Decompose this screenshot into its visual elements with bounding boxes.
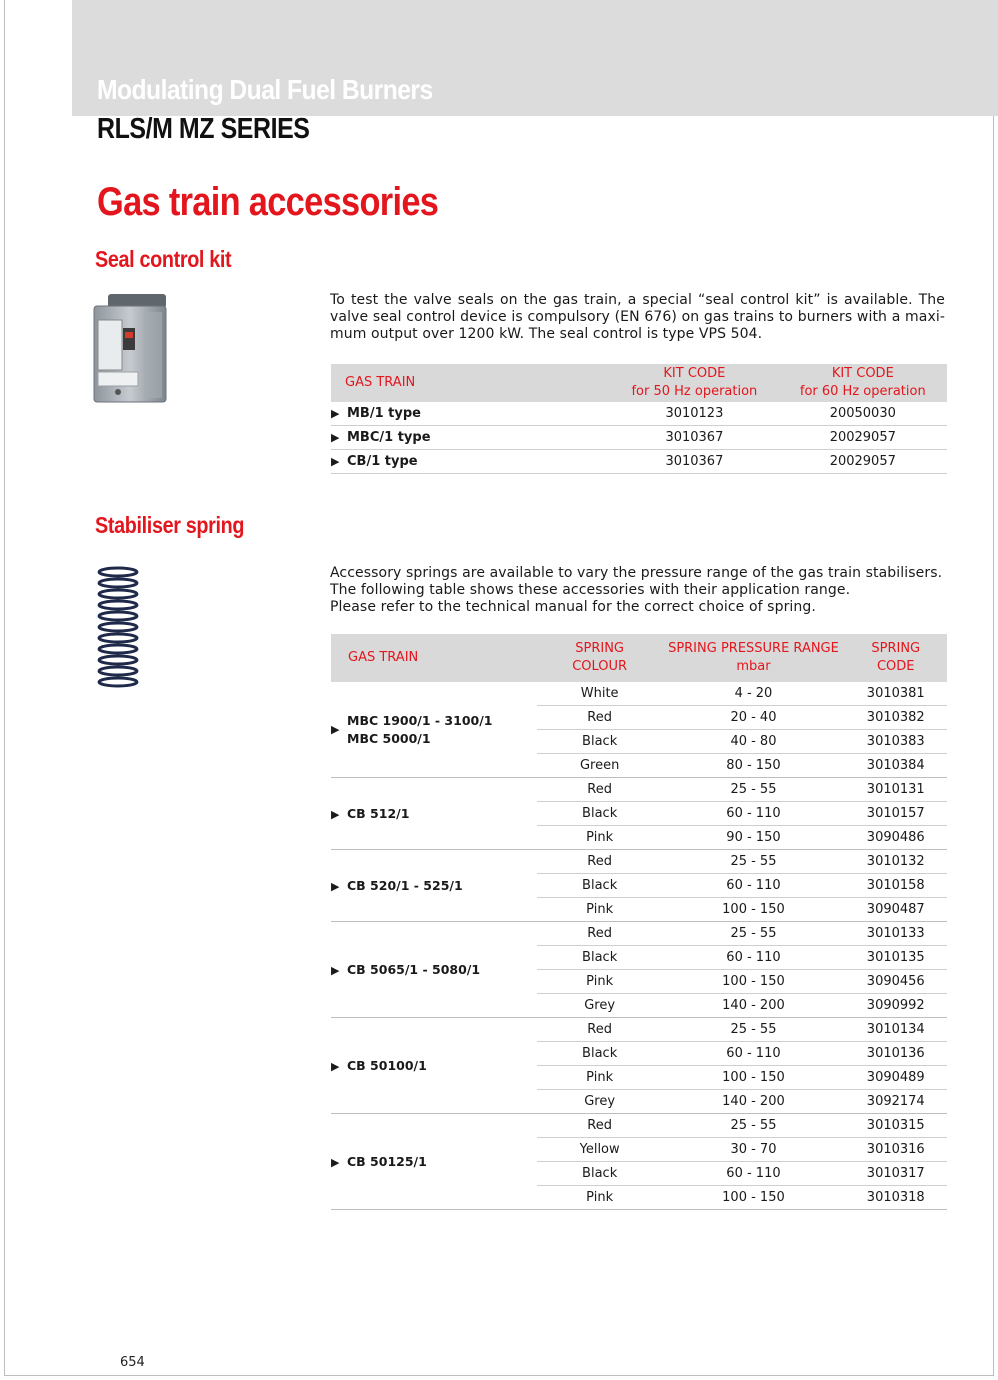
spring-code: 3010383 xyxy=(845,730,948,754)
pressure-range: 60 - 110 xyxy=(662,1162,844,1186)
spring-code: 3010382 xyxy=(845,706,948,730)
range-line2: mbar xyxy=(736,659,771,674)
spring-code: 3010135 xyxy=(845,946,948,970)
triangle-right-icon: ▶ xyxy=(331,431,340,444)
spring-colour: Green xyxy=(537,754,663,778)
kit-60-line2: for 60 Hz operation xyxy=(799,384,926,399)
series-title: RLS/M MZ SERIES xyxy=(97,113,310,145)
spring-code: 3010132 xyxy=(845,850,948,874)
gas-train-name: MBC 1900/1 - 3100/1 xyxy=(347,712,493,728)
gas-train-group xyxy=(331,778,537,850)
spring-code: 3010131 xyxy=(845,778,948,802)
page-title: Gas train accessories xyxy=(97,180,439,224)
kit-code-60: 20029057 xyxy=(779,426,947,450)
triangle-right-icon: ▶ xyxy=(331,880,340,893)
spring-colour: Black xyxy=(537,1042,663,1066)
spring-code: 3010315 xyxy=(845,1114,948,1138)
spring-code: 3092174 xyxy=(845,1090,948,1114)
col-gas-train: GAS TRAIN xyxy=(331,634,537,682)
gas-train-name: CB 512/1 xyxy=(347,806,410,821)
spring-colour: Red xyxy=(537,1114,663,1138)
gas-train-name: CB 5065/1 - 5080/1 xyxy=(347,962,481,977)
triangle-right-icon: ▶ xyxy=(331,455,340,468)
spring-colour: Pink xyxy=(537,1066,663,1090)
spring-code: 3010381 xyxy=(845,682,948,706)
spring-colour: White xyxy=(537,682,663,706)
spring-code: 3090456 xyxy=(845,970,948,994)
spring-colour: Black xyxy=(537,874,663,898)
pressure-range: 40 - 80 xyxy=(662,730,844,754)
gas-train-name: CB 50100/1 xyxy=(347,1058,427,1073)
col-kit-code-60 xyxy=(779,364,947,402)
kit-code-60: 20050030 xyxy=(779,402,947,426)
gas-train-group xyxy=(331,850,537,922)
range-line1: SPRING PRESSURE RANGE xyxy=(668,641,839,656)
colour-line1: SPRING xyxy=(575,641,625,656)
pressure-range: 25 - 55 xyxy=(662,778,844,802)
triangle-right-icon: ▶ xyxy=(331,723,340,736)
coil-spring-icon xyxy=(96,566,140,690)
triangle-right-icon: ▶ xyxy=(331,964,340,977)
spring-colour: Grey xyxy=(537,994,663,1018)
table-row xyxy=(331,778,947,802)
pressure-range: 140 - 200 xyxy=(662,994,844,1018)
seal-kit-description: To test the valve seals on the gas train, a special “seal control kit” is available. The valve seal control device is compulsory (EN 676) on gas trains to burners with a maxi-mum output over 1200 kW. The seal control is type VPS 504. xyxy=(330,292,945,342)
pressure-range: 25 - 55 xyxy=(662,850,844,874)
code-line2: CODE xyxy=(876,659,915,674)
gas-train-name: MBC 5000/1 xyxy=(347,730,431,746)
spring-code: 3090489 xyxy=(845,1066,948,1090)
pressure-range: 90 - 150 xyxy=(662,826,844,850)
spring-code: 3010157 xyxy=(845,802,948,826)
gas-train-group xyxy=(331,1114,537,1210)
kit-code-50: 3010367 xyxy=(610,426,778,450)
spring-colour: Pink xyxy=(537,898,663,922)
pressure-range: 60 - 110 xyxy=(662,946,844,970)
description-line: The following table shows these accessories with their application range. xyxy=(330,582,851,598)
spring-colour: Black xyxy=(537,730,663,754)
product-line-title: Modulating Dual Fuel Burners xyxy=(97,74,433,105)
pressure-range: 100 - 150 xyxy=(662,898,844,922)
col-gas-train: GAS TRAIN xyxy=(331,364,610,402)
spring-code: 3010134 xyxy=(845,1018,948,1042)
spring-colour: Black xyxy=(537,802,663,826)
pressure-range: 60 - 110 xyxy=(662,874,844,898)
spring-colour: Red xyxy=(537,706,663,730)
page-number: 654 xyxy=(120,1355,145,1370)
spring-colour: Pink xyxy=(537,826,663,850)
gas-train-name: MB/1 type xyxy=(347,406,421,421)
triangle-right-icon: ▶ xyxy=(331,1156,340,1169)
spring-code: 3010316 xyxy=(845,1138,948,1162)
spring-colour: Black xyxy=(537,1162,663,1186)
col-spring-colour xyxy=(537,634,663,682)
pressure-range: 100 - 150 xyxy=(662,1066,844,1090)
gas-train-group xyxy=(331,682,537,778)
colour-line2: COLOUR xyxy=(572,659,628,674)
table-row xyxy=(331,450,947,474)
table-row xyxy=(331,922,947,946)
gas-train-name: CB 50125/1 xyxy=(347,1154,427,1169)
spring-colour: Black xyxy=(537,946,663,970)
pressure-range: 25 - 55 xyxy=(662,1114,844,1138)
table-row xyxy=(331,682,947,706)
pressure-range: 25 - 55 xyxy=(662,1018,844,1042)
col-kit-code-50 xyxy=(610,364,778,402)
gas-train-name: CB 520/1 - 525/1 xyxy=(347,878,463,893)
stabiliser-heading: Stabiliser spring xyxy=(95,512,245,538)
spring-colour: Yellow xyxy=(537,1138,663,1162)
spring-colour: Red xyxy=(537,778,663,802)
stabiliser-description xyxy=(330,565,945,616)
seal-kit-heading: Seal control kit xyxy=(95,246,232,272)
seal-kit-table xyxy=(331,364,947,474)
spring-colour: Red xyxy=(537,1018,663,1042)
gas-train-name: CB/1 type xyxy=(347,454,418,469)
seal-kit-table-header xyxy=(331,364,947,402)
kit-50-line2: for 50 Hz operation xyxy=(631,384,758,399)
kit-60-line1: KIT CODE xyxy=(831,366,894,381)
triangle-right-icon: ▶ xyxy=(331,808,340,821)
spring-colour: Red xyxy=(537,922,663,946)
triangle-right-icon: ▶ xyxy=(331,407,340,420)
pressure-range: 80 - 150 xyxy=(662,754,844,778)
spring-code: 3010158 xyxy=(845,874,948,898)
table-row xyxy=(331,426,947,450)
kit-code-50: 3010123 xyxy=(610,402,778,426)
pressure-range: 4 - 20 xyxy=(662,682,844,706)
pressure-range: 30 - 70 xyxy=(662,1138,844,1162)
seal-control-device-icon xyxy=(92,292,172,404)
pressure-range: 20 - 40 xyxy=(662,706,844,730)
spring-code: 3010384 xyxy=(845,754,948,778)
kit-50-line1: KIT CODE xyxy=(663,366,726,381)
spring-colour: Red xyxy=(537,850,663,874)
spring-code: 3010318 xyxy=(845,1186,948,1210)
triangle-right-icon: ▶ xyxy=(331,1060,340,1073)
pressure-range: 140 - 200 xyxy=(662,1090,844,1114)
table-row xyxy=(331,1018,947,1042)
gas-train-name: MBC/1 type xyxy=(347,430,431,445)
col-pressure-range xyxy=(662,634,844,682)
spring-code: 3010133 xyxy=(845,922,948,946)
spring-code: 3010317 xyxy=(845,1162,948,1186)
kit-code-60: 20029057 xyxy=(779,450,947,474)
spring-colour: Pink xyxy=(537,1186,663,1210)
spring-table xyxy=(331,634,947,1210)
pressure-range: 60 - 110 xyxy=(662,1042,844,1066)
spring-code: 3090992 xyxy=(845,994,948,1018)
kit-code-50: 3010367 xyxy=(610,450,778,474)
table-row xyxy=(331,1114,947,1138)
pressure-range: 100 - 150 xyxy=(662,970,844,994)
table-row xyxy=(331,402,947,426)
spring-colour: Pink xyxy=(537,970,663,994)
spring-table-header xyxy=(331,634,947,682)
pressure-range: 60 - 110 xyxy=(662,802,844,826)
description-line: Accessory springs are available to vary the pressure range of the gas train stabilisers. xyxy=(330,565,943,581)
pressure-range: 25 - 55 xyxy=(662,922,844,946)
spring-code: 3090487 xyxy=(845,898,948,922)
pressure-range: 100 - 150 xyxy=(662,1186,844,1210)
col-spring-code xyxy=(845,634,948,682)
spring-code: 3090486 xyxy=(845,826,948,850)
description-line: Please refer to the technical manual for the correct choice of spring. xyxy=(330,599,816,615)
gas-train-group xyxy=(331,922,537,1018)
spring-code: 3010136 xyxy=(845,1042,948,1066)
gas-train-group xyxy=(331,1018,537,1114)
table-row xyxy=(331,850,947,874)
spring-colour: Grey xyxy=(537,1090,663,1114)
code-line1: SPRING xyxy=(871,641,921,656)
